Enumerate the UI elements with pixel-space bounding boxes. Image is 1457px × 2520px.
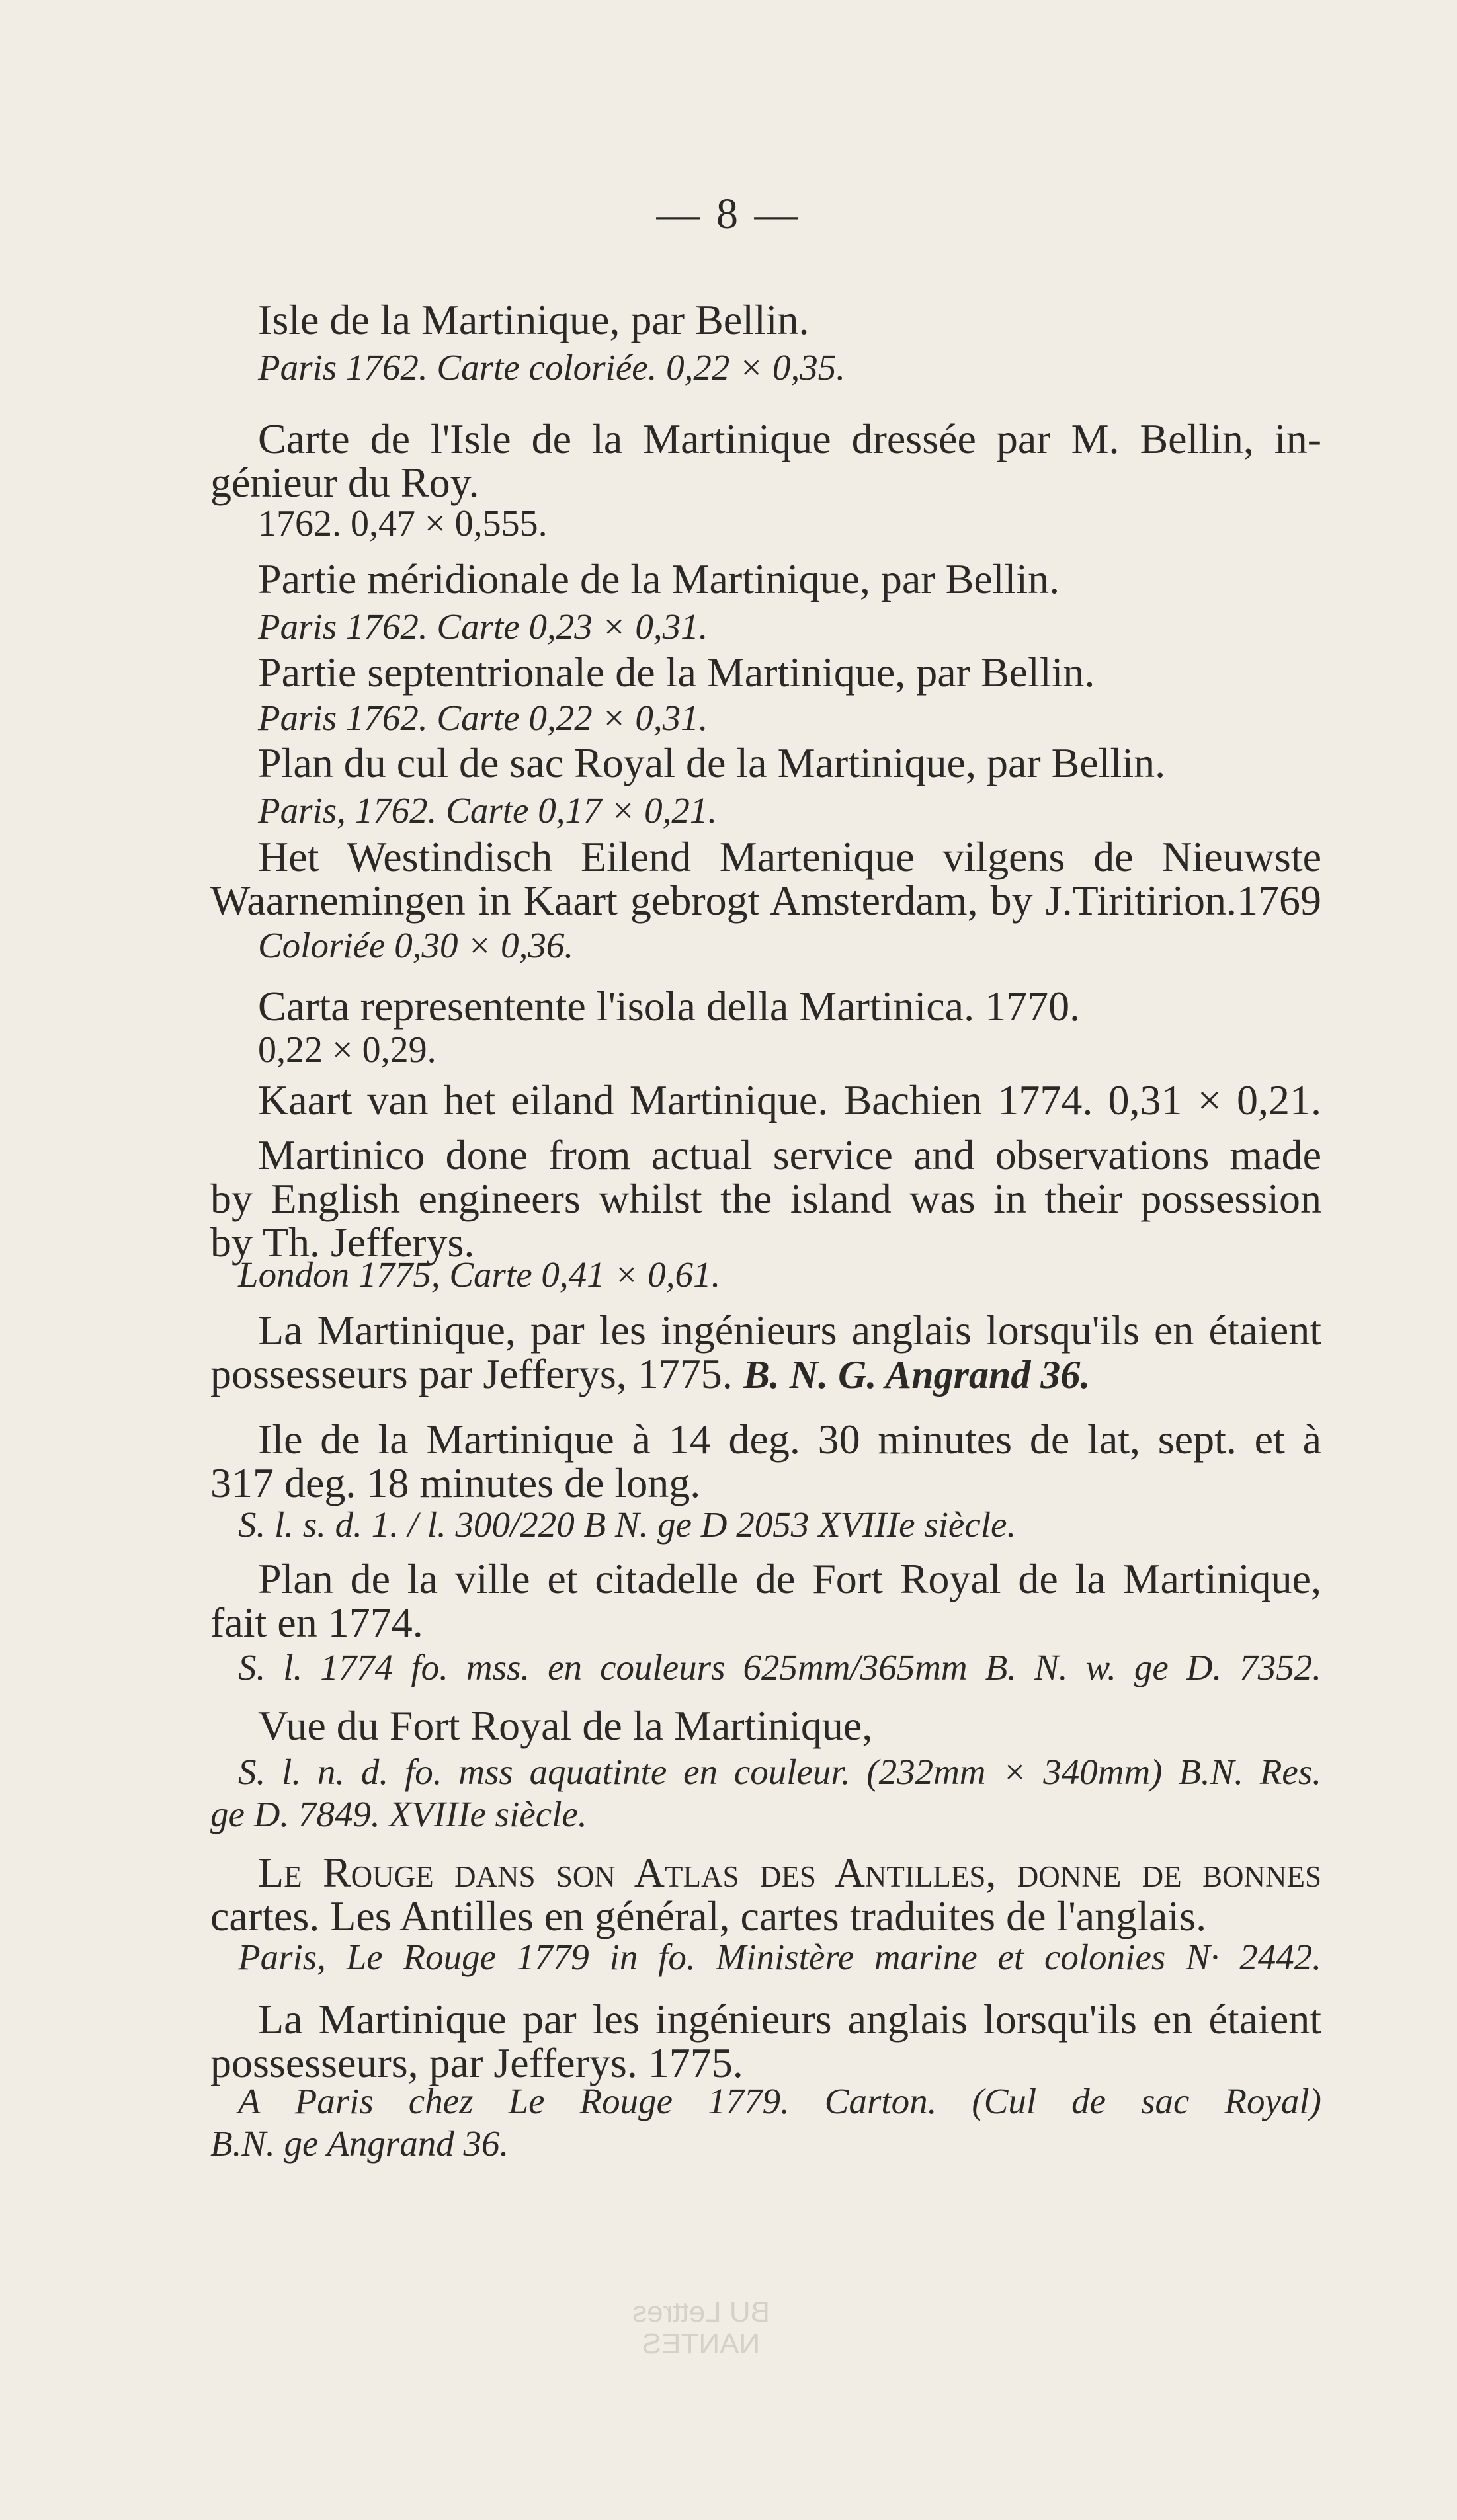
entry-reference: S. l. n. d. fo. mss aquatinte en couleur. (232mm × 340mm) B.N. Res. xyxy=(238,1752,1321,1792)
page-number: — 8 — xyxy=(656,190,801,238)
entry-reference: A Paris chez Le Rouge 1779. Carton. (Cul de sac Royal) xyxy=(238,2081,1321,2121)
library-stamp: NANTES xyxy=(642,2328,761,2360)
entry-reference: Paris 1762. Carte coloriée. 0,22 × 0,35. xyxy=(258,347,846,387)
entry-reference: London 1775, Carte 0,41 × 0,61. xyxy=(238,1254,721,1295)
entry-reference: Paris 1762. Carte 0,22 × 0,31. xyxy=(258,698,708,738)
entry-title: Kaart van het eiland Martinique. Bachien 1774. 0,31 × 0,21. xyxy=(258,1077,1321,1123)
entry-reference-continued: ge D. 7849. XVIIIe siècle. xyxy=(210,1794,587,1834)
entry-title: Partie septentrionale de la Martinique, par Bellin. xyxy=(258,649,1095,696)
entry-title-continued: fait en 1774. xyxy=(210,1599,423,1646)
entry-title: Carte de l'Isle de la Martinique dressée par M. Bellin, in- xyxy=(258,415,1321,462)
entry-title: Partie méridionale de la Martinique, par Bellin. xyxy=(258,555,1060,602)
entry-title-continued: génieur du Roy. xyxy=(210,459,479,506)
entry-title-continued: cartes. Les Antilles en général, cartes traduites de l'anglais. xyxy=(210,1892,1207,1939)
entry-text: possesseurs par Jefferys, 1775. xyxy=(210,1350,733,1397)
entry-title-continued: possesseurs, par Jefferys. 1775. xyxy=(210,2039,743,2086)
library-stamp: BU Lettres xyxy=(632,2296,770,2328)
entry-title: Carta representente l'isola della Martinica. 1770. xyxy=(258,983,1081,1030)
entry-title: La Martinique, par les ingénieurs anglais lorsqu'ils en étaient xyxy=(258,1307,1321,1354)
entry-title: Isle de la Martinique, par Bellin. xyxy=(258,296,810,343)
entry-title-continued: by English engineers whilst the island was in their possession xyxy=(210,1175,1321,1222)
entry-title-continued: Waarnemingen in Kaart gebrogt Amsterdam, by J.Tiritirion.1769 xyxy=(210,877,1321,924)
entry-reference: Coloriée 0,30 × 0,36. xyxy=(258,925,574,965)
entry-title: Vue du Fort Royal de la Martinique, xyxy=(258,1702,873,1749)
entry-title: Ile de la Martinique à 14 deg. 30 minutes de lat, sept. et à xyxy=(258,1416,1321,1463)
entry-title: La Martinique par les ingénieurs anglais lorsqu'ils en étaient xyxy=(258,1996,1321,2043)
entry-title: Le Rouge dans son Atlas des Antilles, donne de bonnes xyxy=(258,1849,1321,1896)
entry-title: Martinico done from actual service and observations made xyxy=(258,1131,1321,1178)
entry-title: Het Westindisch Eilend Martenique vilgens de Nieuwste xyxy=(258,833,1321,880)
entry-reference: S. l. 1774 fo. mss. en couleurs 625mm/365mm B. N. w. ge D. 7352. xyxy=(238,1647,1321,1687)
entry-title-continued: 317 deg. 18 minutes de long. xyxy=(210,1459,701,1506)
entry-title: Plan de la ville et citadelle de Fort Royal de la Martinique, xyxy=(258,1555,1321,1602)
entry-title-continued xyxy=(210,1350,1091,1397)
entry-reference-continued: B.N. ge Angrand 36. xyxy=(210,2123,509,2164)
entry-reference: S. l. s. d. 1. / l. 300/220 B N. ge D 2053 XVIIIe siècle. xyxy=(238,1504,1017,1545)
library-reference: B. N. G. Angrand 36. xyxy=(743,1353,1091,1397)
entry-reference: Paris, 1762. Carte 0,17 × 0,21. xyxy=(258,790,718,831)
entry-reference: Paris, Le Rouge 1779 in fo. Ministère marine et colonies N· 2442. xyxy=(238,1937,1321,1977)
entry-title-continued: by Th. Jefferys. xyxy=(210,1219,475,1266)
entry-reference: 0,22 × 0,29. xyxy=(258,1030,437,1071)
entry-reference: 1762. 0,47 × 0,555. xyxy=(258,503,548,544)
entry-reference: Paris 1762. Carte 0,23 × 0,31. xyxy=(258,606,708,647)
entry-title: Plan du cul de sac Royal de la Martinique, par Bellin. xyxy=(258,739,1166,786)
